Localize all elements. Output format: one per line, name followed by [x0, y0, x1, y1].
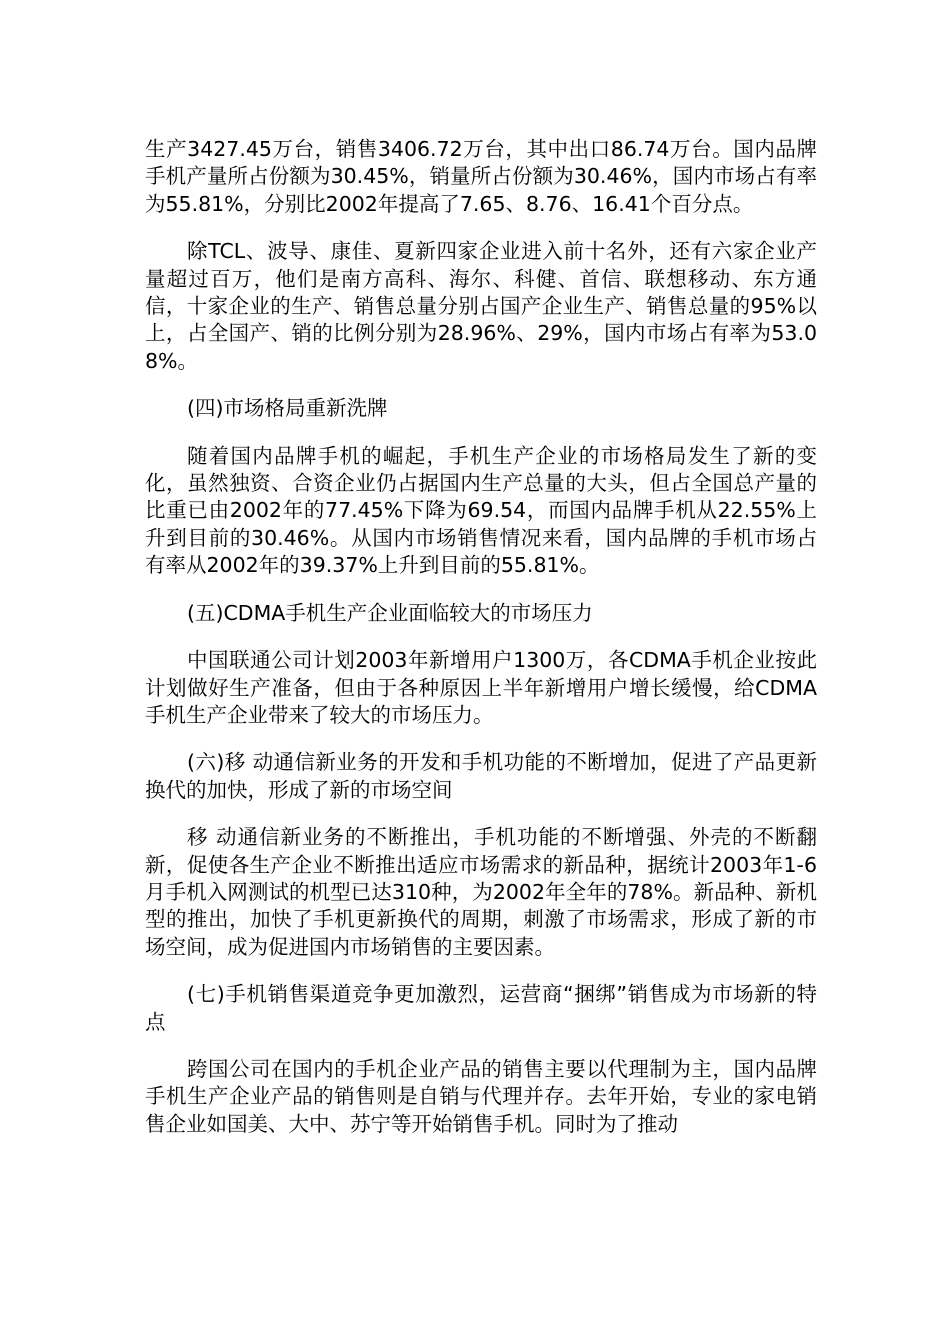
document-page	[145, 136, 817, 1158]
section-heading-4: (四)市场格局重新洗牌	[187, 396, 388, 421]
section-heading-5: (五)CDMA手机生产企业面临较大的市场压力	[187, 600, 593, 625]
paragraph-cdma-pressure: 中国联通公司计划2003年新增用户1300万，各CDMA手机企业按此计划做好生产准备，但由于各种原因上半年新增用户增长缓慢，给CDMA手机生产企业带来了较大的市场压力。	[145, 648, 817, 727]
paragraph-new-services: 移 动通信新业务的不断推出，手机功能的不断增强、外壳的不断翻新，促使各生产企业不断推出适应市场需求的新品种，据统计2003年1-6月手机入网测试的机型已达310种，为2002年全年的78%。新品种、新机型的推出，加快了手机更新换代的周期，刺激了市场需求，形成了新的市场空间，成为促进国内市场销售的主要因素。	[145, 825, 817, 959]
paragraph-production-stats: 生产3427.45万台，销售3406.72万台，其中出口86.74万台。国内品牌手机产量所占份额为30.45%，销量所占份额为30.46%，国内市场占有率为55.81%，分别比2002年提高了7.65、8.76、16.41个百分点。	[145, 137, 817, 216]
section-heading-7: (七)手机销售渠道竞争更加激烈，运营商“捆绑”销售成为市场新的特点	[145, 982, 817, 1034]
paragraph-top-ten-enterprises: 除TCL、波导、康佳、夏新四家企业进入前十名外，还有六家企业产量超过百万，他们是南方高科、海尔、科健、首信、联想移动、东方通信，十家企业的生产、销售总量分别占国产企业生产、销售总量的95%以上，占全国产、销的比例分别为28.96%、29%，国内市场占有率为53.08%。	[145, 239, 817, 373]
section-heading-6: (六)移 动通信新业务的开发和手机功能的不断增加，促进了产品更新换代的加快，形成了新的市场空间	[145, 750, 817, 802]
paragraph-sales-channels: 跨国公司在国内的手机企业产品的销售主要以代理制为主，国内品牌手机生产企业产品的销售则是自销与代理并存。去年开始，专业的家电销售企业如国美、大中、苏宁等开始销售手机。同时为了推动	[145, 1056, 817, 1136]
paragraph-market-pattern: 随着国内品牌手机的崛起，手机生产企业的市场格局发生了新的变化，虽然独资、合资企业仍占据国内生产总量的大头，但占全国总产量的比重已由2002年的77.45%下降为69.54，而国内品牌手机从22.55%上升到目前的30.46%。从国内市场销售情况来看，国内品牌的手机市场占有率从2002年的39.37%上升到目前的55.81%。	[145, 443, 817, 578]
